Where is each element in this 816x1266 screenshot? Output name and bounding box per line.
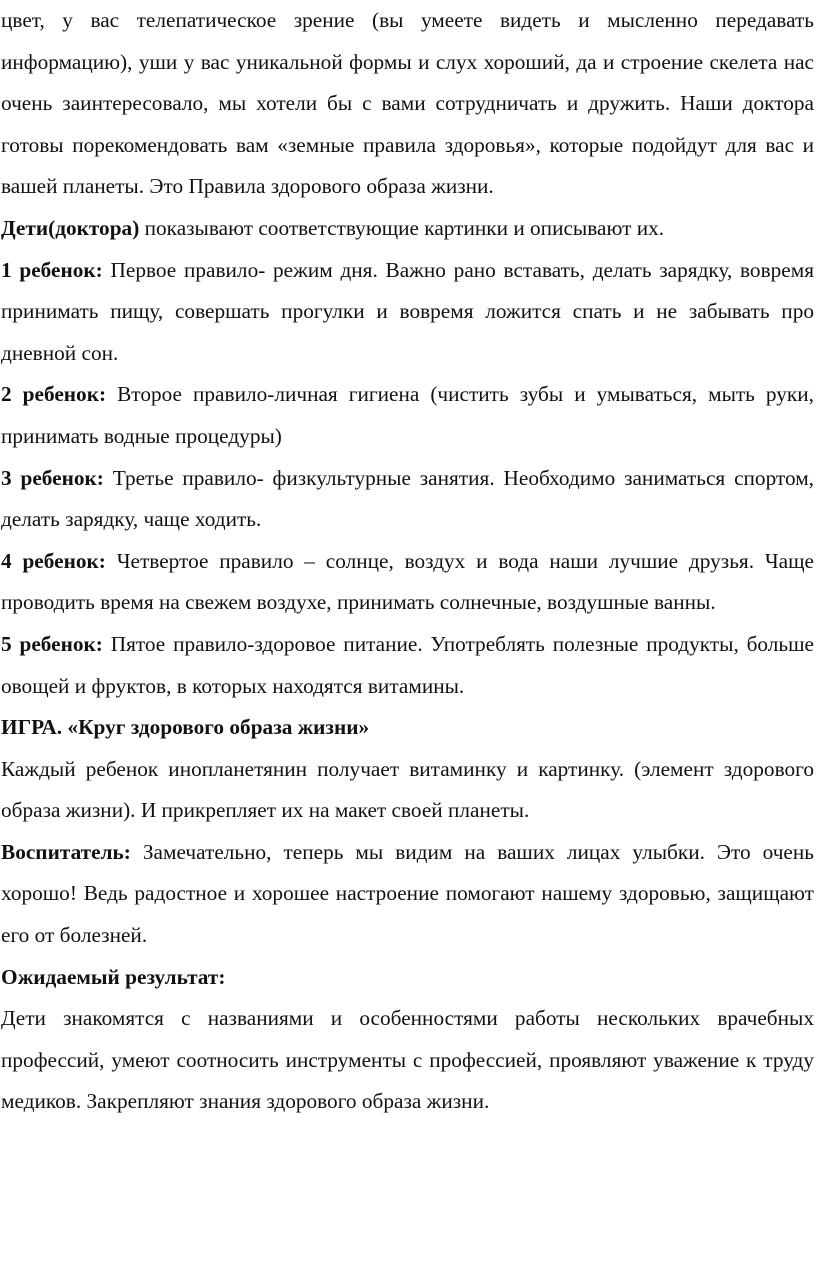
child-1-lead: 1 ребенок: — [1, 257, 103, 282]
child-3-paragraph — [1, 458, 814, 541]
child-3-text: Третье правило- физкультурные занятия. Необходимо заниматься спортом, делать зарядку, чаще ходить. — [1, 465, 815, 532]
children-doctors-text: показывают соответствующие картинки и описывают их. — [139, 215, 665, 240]
child-3-lead: 3 ребенок: — [1, 465, 104, 490]
child-1-text: Первое правило- режим дня. Важно рано вставать, делать зарядку, вовремя принимать пищу, совершать прогулки и вовремя ложится спать и не забывать про дневной сон. — [1, 257, 814, 365]
children-doctors-paragraph — [1, 208, 814, 250]
child-2-paragraph — [1, 374, 814, 457]
child-1-paragraph — [1, 250, 814, 375]
teacher-paragraph — [1, 832, 814, 957]
child-4-paragraph — [1, 541, 814, 624]
child-4-text: Четвертое правило – солнце, воздух и вода наши лучшие друзья. Чаще проводить время на свежем воздухе, принимать солнечные, воздушные ванны. — [1, 548, 814, 615]
result-heading: Ожидаемый результат: — [1, 964, 226, 989]
game-heading: ИГРА. «Круг здорового образа жизни» — [1, 715, 370, 740]
child-5-text: Пятое правило-здоровое питание. Употреблять полезные продукты, больше овощей и фруктов, в которых находятся витамины. — [1, 631, 814, 698]
game-paragraph: Каждый ребенок инопланетянин получает витаминку и картинку. (элемент здорового образа жизни). И прикрепляет их на макет своей планеты. — [1, 756, 814, 823]
teacher-text: Замечательно, теперь мы видим на ваших лицах улыбки. Это очень хорошо! Ведь радостное и хорошее настроение помогают нашему здоровью, защищают его от болезней. — [1, 839, 814, 948]
child-4-lead: 4 ребенок: — [1, 548, 106, 573]
child-2-lead: 2 ребенок: — [1, 382, 107, 407]
child-2-text: Второе правило-личная гигиена (чистить зубы и умываться, мыть руки, принимать водные процедуры) — [1, 382, 815, 448]
children-doctors-lead: Дети(доктора) — [1, 215, 140, 240]
teacher-lead: Воспитатель: — [1, 839, 131, 864]
intro-paragraph: цвет, у вас телепатическое зрение (вы умеете видеть и мысленно передавать информацию), уши у вас уникальной формы и слух хороший, да и строение скелета нас очень заинтересовало, мы хотели бы с вами сотрудничать и дружить. Наши доктора готовы порекомендовать вам «земные правила здоровья», которые подойдут для вас и вашей планеты. Это Правила здорового образа жизни. — [1, 8, 814, 199]
result-paragraph: Дети знакомятся с названиями и особенностями работы нескольких врачебных профессий, умеют соотносить инструменты с профессией, проявляют уважение к труду медиков. Закрепляют знания здорового образа жизни. — [1, 1006, 814, 1114]
child-5-lead: 5 ребенок: — [1, 631, 103, 656]
child-5-paragraph — [1, 624, 814, 707]
